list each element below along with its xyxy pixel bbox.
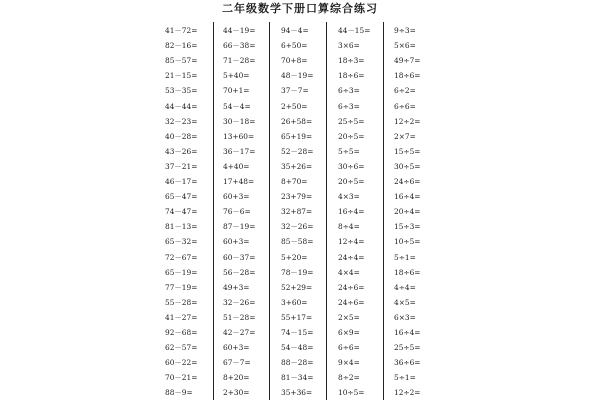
arithmetic-problem: 30－18= [223, 116, 256, 126]
arithmetic-problem: 16÷4= [394, 328, 421, 337]
arithmetic-problem: 4×3= [338, 192, 360, 202]
arithmetic-problem: 88－9= [165, 388, 193, 398]
arithmetic-problem: 40－28= [165, 131, 198, 141]
arithmetic-problem: 32－23= [165, 116, 198, 126]
arithmetic-problem: 4×5= [394, 297, 416, 307]
arithmetic-problem: 70－21= [165, 373, 198, 383]
arithmetic-problem: 6+50= [281, 41, 308, 51]
arithmetic-problem: 5+40= [223, 71, 250, 81]
column-divider [326, 22, 327, 400]
column-divider [269, 22, 270, 400]
arithmetic-problem: 8÷4= [338, 222, 360, 232]
arithmetic-problem: 37－7= [281, 86, 309, 96]
arithmetic-problem: 74－47= [165, 207, 198, 217]
arithmetic-problem: 3×6= [338, 41, 360, 51]
arithmetic-problem: 62－57= [165, 343, 198, 353]
arithmetic-problem: 82－16= [165, 41, 198, 51]
arithmetic-problem: 5÷5= [338, 146, 360, 156]
arithmetic-problem: 36－17= [223, 146, 256, 156]
arithmetic-problem: 20÷5= [338, 177, 365, 186]
arithmetic-problem: 55－28= [165, 297, 198, 307]
arithmetic-problem: 41－72= [165, 26, 198, 35]
arithmetic-problem: 55+17= [281, 312, 313, 322]
arithmetic-problem: 21－15= [165, 71, 198, 81]
arithmetic-problem: 12÷4= [338, 237, 365, 247]
arithmetic-problem: 2×5= [338, 312, 360, 322]
arithmetic-problem: 17+48= [223, 177, 255, 186]
arithmetic-problem: 32+87= [281, 207, 313, 217]
arithmetic-problem: 65+19= [281, 131, 313, 141]
worksheet-title: 二年级数学下册口算综合练习 [222, 2, 378, 15]
arithmetic-problem: 18÷6= [338, 71, 365, 81]
arithmetic-problem: 54－48= [281, 343, 314, 353]
arithmetic-problem: 70+1= [223, 86, 250, 96]
arithmetic-problem: 60+3= [223, 192, 250, 202]
arithmetic-problem: 12÷2= [394, 388, 421, 398]
arithmetic-problem: 65－32= [165, 237, 198, 247]
arithmetic-problem: 6×3= [394, 312, 416, 322]
problem-column-4 [330, 22, 382, 400]
arithmetic-problem: 44－15= [338, 26, 371, 35]
column-divider [213, 22, 214, 400]
arithmetic-problem: 3+60= [281, 297, 308, 307]
arithmetic-problem: 6÷2= [394, 86, 416, 96]
arithmetic-problem: 8÷2= [338, 373, 360, 383]
arithmetic-problem: 72－67= [165, 252, 198, 262]
arithmetic-problem: 6÷6= [394, 101, 416, 111]
problem-column-1 [157, 22, 213, 400]
arithmetic-problem: 37－21= [165, 161, 198, 171]
arithmetic-problem: 2+30= [223, 388, 250, 398]
arithmetic-problem: 35+26= [281, 161, 313, 171]
arithmetic-problem: 6÷3= [338, 86, 360, 96]
arithmetic-problem: 5÷1= [394, 252, 416, 262]
arithmetic-problem: 5×6= [394, 41, 416, 51]
arithmetic-problem: 18÷6= [394, 71, 421, 81]
arithmetic-problem: 20÷5= [338, 131, 365, 141]
arithmetic-problem: 52－28= [281, 146, 314, 156]
arithmetic-problem: 70+8= [281, 56, 308, 66]
arithmetic-problem: 65－19= [165, 267, 198, 277]
arithmetic-problem: 52+29= [281, 282, 313, 292]
arithmetic-problem: 94－4= [281, 26, 309, 35]
arithmetic-problem: 44－44= [165, 101, 198, 111]
arithmetic-problem: 46－17= [165, 177, 198, 186]
arithmetic-problem: 35+36= [281, 388, 313, 398]
arithmetic-problem: 6×9= [338, 328, 360, 337]
arithmetic-problem: 87－19= [223, 222, 256, 232]
arithmetic-problem: 60－37= [223, 252, 256, 262]
arithmetic-problem: 12÷2= [394, 116, 421, 126]
arithmetic-problem: 78－19= [281, 267, 314, 277]
arithmetic-problem: 4÷4= [394, 282, 416, 292]
arithmetic-problem: 92－68= [165, 328, 198, 337]
arithmetic-problem: 13+60= [223, 131, 255, 141]
arithmetic-problem: 60－22= [165, 358, 198, 368]
arithmetic-problem: 2+50= [281, 101, 308, 111]
arithmetic-problem: 77－19= [165, 282, 198, 292]
arithmetic-problem: 76－6= [223, 207, 251, 217]
arithmetic-problem: 85－58= [281, 237, 314, 247]
arithmetic-problem: 65－47= [165, 192, 198, 202]
arithmetic-problem: 25÷5= [338, 116, 365, 126]
arithmetic-problem: 26+58= [281, 116, 313, 126]
arithmetic-problem: 9×4= [338, 358, 360, 368]
arithmetic-problem: 43－26= [165, 146, 198, 156]
arithmetic-problem: 54－4= [223, 101, 251, 111]
arithmetic-problem: 15÷3= [394, 222, 421, 232]
arithmetic-problem: 49÷7= [394, 56, 421, 66]
exercise-sheet [157, 22, 447, 400]
arithmetic-problem: 81－34= [281, 373, 314, 383]
arithmetic-problem: 60+3= [223, 343, 250, 353]
arithmetic-problem: 23+79= [281, 192, 313, 202]
arithmetic-problem: 85－57= [165, 56, 198, 66]
arithmetic-problem: 4+40= [223, 161, 250, 171]
arithmetic-problem: 24÷6= [394, 177, 421, 186]
arithmetic-problem: 32－26= [281, 222, 314, 232]
arithmetic-problem: 8+20= [223, 373, 250, 383]
arithmetic-problem: 88－28= [281, 358, 314, 368]
arithmetic-problem: 71－28= [223, 56, 256, 66]
problem-column-3 [273, 22, 325, 400]
arithmetic-problem: 74－15= [281, 328, 314, 337]
arithmetic-problem: 2×7= [394, 131, 416, 141]
arithmetic-problem: 49+3= [223, 282, 250, 292]
arithmetic-problem: 10÷5= [394, 237, 421, 247]
arithmetic-problem: 5+20= [281, 252, 308, 262]
arithmetic-problem: 41－27= [165, 312, 198, 322]
arithmetic-problem: 24÷6= [338, 297, 365, 307]
arithmetic-problem: 25÷5= [394, 343, 421, 353]
arithmetic-problem: 36÷6= [394, 358, 421, 368]
arithmetic-problem: 51－28= [223, 312, 256, 322]
arithmetic-problem: 53－35= [165, 86, 198, 96]
arithmetic-problem: 81－13= [165, 222, 198, 232]
arithmetic-problem: 16÷4= [394, 192, 421, 202]
problem-column-5 [386, 22, 442, 400]
arithmetic-problem: 10÷5= [338, 388, 365, 398]
arithmetic-problem: 4×4= [338, 267, 360, 277]
arithmetic-problem: 56－28= [223, 267, 256, 277]
arithmetic-problem: 44－19= [223, 26, 256, 35]
arithmetic-problem: 42－27= [223, 328, 256, 337]
arithmetic-problem: 66－38= [223, 41, 256, 51]
arithmetic-problem: 32－26= [223, 297, 256, 307]
arithmetic-problem: 6÷6= [338, 343, 360, 353]
arithmetic-problem: 24÷4= [338, 252, 365, 262]
arithmetic-problem: 18÷6= [394, 267, 421, 277]
arithmetic-problem: 30÷6= [338, 161, 365, 171]
arithmetic-problem: 67－7= [223, 358, 251, 368]
column-divider [383, 22, 384, 400]
arithmetic-problem: 20÷4= [394, 207, 421, 217]
arithmetic-problem: 6÷3= [338, 101, 360, 111]
arithmetic-problem: 9÷3= [394, 26, 416, 35]
arithmetic-problem: 48－19= [281, 71, 314, 81]
arithmetic-problem: 60+3= [223, 237, 250, 247]
arithmetic-problem: 24÷6= [338, 282, 365, 292]
arithmetic-problem: 16÷4= [338, 207, 365, 217]
problem-column-2 [215, 22, 267, 400]
arithmetic-problem: 18÷3= [338, 56, 365, 66]
arithmetic-problem: 8+70= [281, 177, 308, 186]
arithmetic-problem: 15÷5= [394, 146, 421, 156]
arithmetic-problem: 5÷1= [394, 373, 416, 383]
arithmetic-problem: 30÷5= [394, 161, 421, 171]
